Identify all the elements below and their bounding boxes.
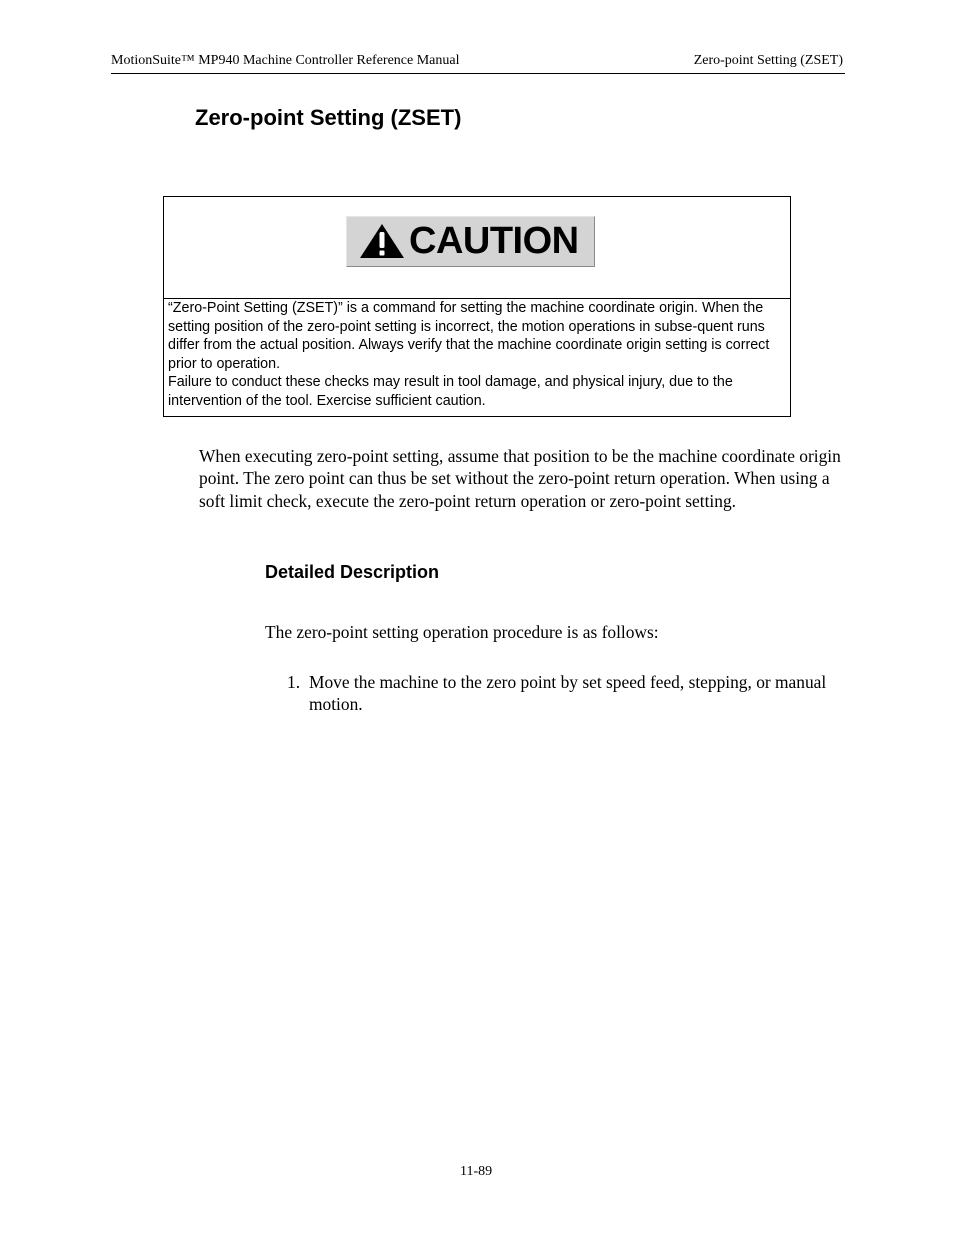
page-title: Zero-point Setting (ZSET) [195,105,462,130]
running-section-title: Zero-point Setting (ZSET) [693,53,843,68]
caution-header-cell [164,197,790,299]
caution-paragraph: “Zero-Point Setting (ZSET)” is a command for setting the machine coordinate origin. When the setting position of the zero-point setting is incorrect, the motion operations in subse-quent runs differ from the actual position. Always verify that the machine coordinate origin setting is correct prior to operation. [168,300,770,372]
step-number: 1. [287,672,301,692]
caution-label: CAUTION [409,220,579,262]
detailed-description-heading: Detailed Description [265,562,440,582]
caution-text [168,299,786,411]
page-number: 11-89 [460,1164,493,1179]
caution-box [163,196,791,417]
page-header [111,52,845,74]
caution-paragraph: Failure to conduct these checks may result in tool damage, and physical injury, due to the intervention of the tool. Exercise sufficient caution. [168,374,733,409]
procedure-intro: The zero-point setting operation procedure is as follows: [265,622,659,642]
step-text: Move the machine to the zero point by set speed feed, stepping, or manual motion. [309,672,827,715]
body-paragraph: When executing zero-point setting, assume that position to be the machine coordinate origin point. The zero point can thus be set without the zero-point return operation. When using a soft limit check, execute the zero-point return operation or zero-point setting. [199,446,841,511]
manual-title: MotionSuite™ MP940 Machine Controller Reference Manual [111,53,460,68]
caution-banner [346,216,595,267]
warning-triangle-icon [359,223,405,259]
